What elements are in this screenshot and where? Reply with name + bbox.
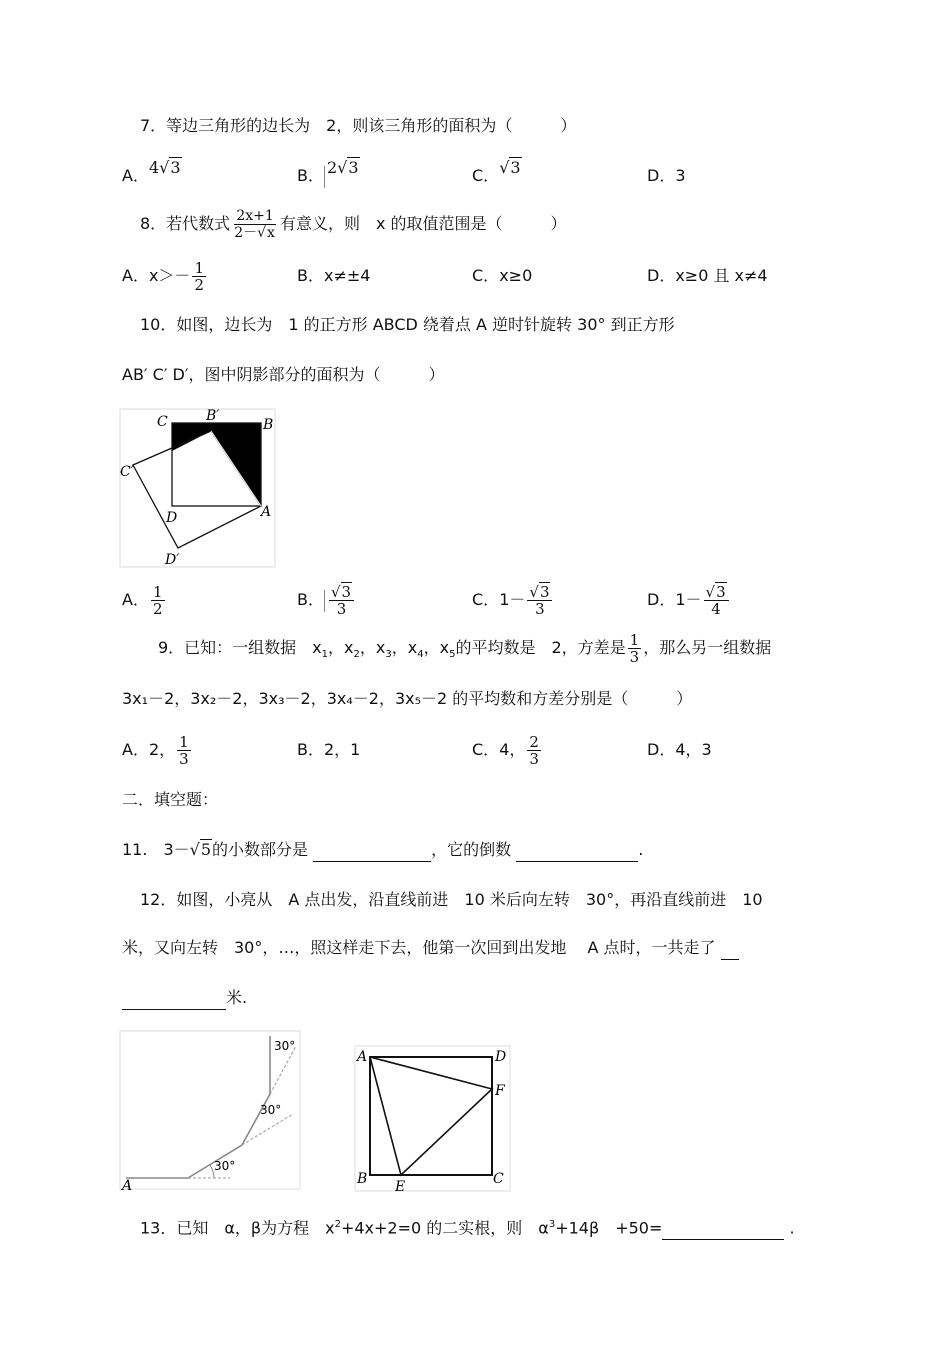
q11-answer-blank-2[interactable]: [516, 839, 638, 862]
q13-answer-blank[interactable]: [662, 1217, 784, 1240]
q7-option-a[interactable]: A．4√3: [122, 158, 181, 185]
q9-line2: 3x₁－2，3x₂－2，3x₃－2，3x₄－2，3x₅－2 的平均数和方差分别是（ ）: [122, 689, 693, 708]
label-A: A: [357, 1049, 368, 1065]
option-label: B．: [297, 166, 324, 185]
q10-line1: 10．如图，边长为 1 的正方形 ABCD 绕着点 A 逆时针旋转 30° 到正方形: [140, 315, 675, 334]
q9-option-b[interactable]: B．2，1: [297, 740, 361, 759]
q8-option-c[interactable]: C．x≥0: [472, 266, 533, 285]
q12-figure-square: [354, 1045, 512, 1193]
option-label: C．: [472, 166, 500, 185]
q10-option-c[interactable]: C．1－ $\frac{√3}{3}$: [472, 580, 554, 620]
q12-line3: 米.: [122, 987, 247, 1010]
q10-line2: AB′ C′ D′，图中阴影部分的面积为（ ）: [122, 365, 445, 384]
angle-label-2: 30°: [260, 1103, 282, 1117]
q8-option-b[interactable]: B．x≠±4: [297, 266, 371, 285]
q12-answer-blank-b[interactable]: [122, 987, 226, 1010]
label-A: A: [122, 1178, 133, 1192]
label-Dprime: D′: [165, 552, 180, 568]
q13: 13．已知 α，β为方程 $x^2+4x+2=0$ 的二实根，则 $\alpha^3+14\beta$ +50= .: [140, 1214, 795, 1240]
label-B: B: [263, 417, 274, 433]
q7-option-c[interactable]: C．√3: [472, 158, 521, 185]
label-C: C: [493, 1171, 504, 1187]
q7-stem: 7．等边三角形的边长为 2，则该三角形的面积为（ ）: [140, 116, 577, 135]
section-title: 二．填空题：: [122, 790, 219, 809]
q9-option-d[interactable]: D．4，3: [647, 740, 712, 759]
angle-label-1: 30°: [214, 1159, 236, 1173]
angle-label-3: 30°: [274, 1039, 296, 1053]
q8-stem: 8．若代数式 $\frac{2x+1}{2-√x}$ 有意义，则 x 的取值范围是（ ）: [140, 208, 567, 241]
label-A: A: [261, 504, 272, 520]
q12-figure-path: [118, 1030, 302, 1192]
label-B: B: [357, 1171, 368, 1187]
q12-line2: 米，又向左转 30°，…，照这样走下去，他第一次回到出发地 A 点时，一共走了: [122, 937, 739, 960]
q9-line1: 9．已知：一组数据 $x_1$，$x_2$，$x_3$，$x_4$，$x_5$的平均数是 2，方差是 $\frac{1}{3}$ ，那么另一组数据: [158, 631, 772, 666]
q9-option-c[interactable]: C．4， $\frac{2}{3}$: [472, 733, 539, 768]
q8-option-d[interactable]: D．x≥0 且 x≠4: [647, 266, 768, 285]
q10-option-b[interactable]: B． $\frac{√3}{3}$: [297, 580, 356, 620]
q12-line1: 12．如图，小亮从 A 点出发，沿直线前进 10 米后向左转 30°，再沿直线前进 10: [140, 890, 763, 909]
q9-option-a[interactable]: A．2， $\frac{1}{3}$: [122, 733, 189, 768]
label-D: D: [495, 1049, 507, 1065]
label-Cprime: C′: [120, 464, 134, 480]
q10-option-d[interactable]: D．1－ $\frac{√3}{4}$: [647, 580, 731, 620]
option-label: A．: [122, 166, 149, 185]
q12-answer-blank-a[interactable]: [721, 937, 739, 960]
q7-option-d[interactable]: D．3: [647, 166, 686, 185]
q11-answer-blank-1[interactable]: [313, 839, 431, 862]
label-Bprime: B′: [206, 408, 220, 424]
q11: 11. 3－√5的小数部分是 ，它的倒数 .: [122, 839, 643, 862]
label-F: F: [495, 1083, 505, 1099]
q8-option-a[interactable]: A．x＞－ $\frac{1}{2}$: [122, 259, 204, 294]
q10-figure: [119, 408, 279, 570]
label-C: C: [157, 414, 168, 430]
q10-option-a[interactable]: A． $\frac{1}{2}$: [122, 583, 163, 618]
q7-option-b[interactable]: B． 2√3: [297, 165, 360, 188]
label-E: E: [395, 1179, 406, 1193]
label-D: D: [166, 510, 178, 526]
